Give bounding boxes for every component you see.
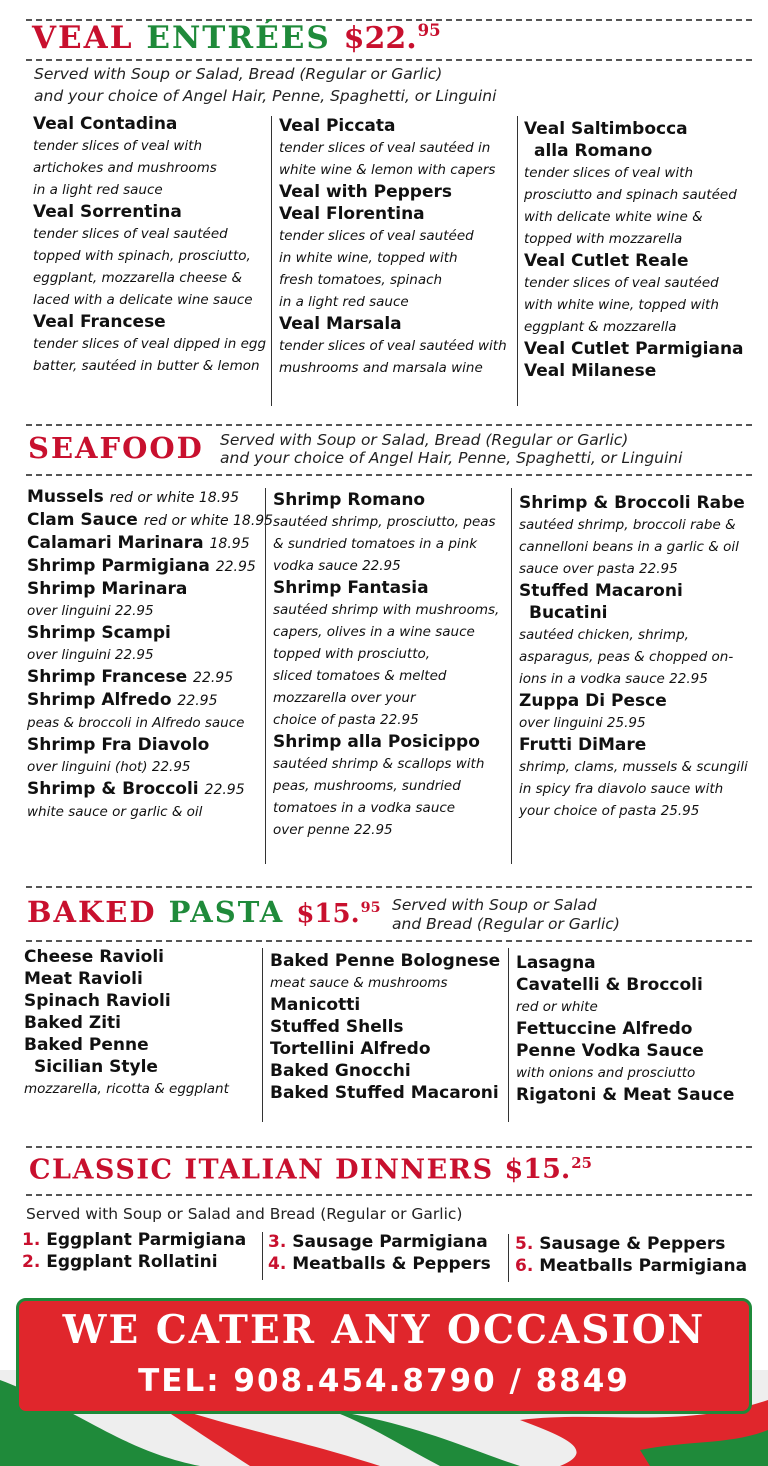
menu-item-description: white sauce or garlic & oil: [27, 804, 203, 820]
catering-banner: [16, 1298, 752, 1414]
column-divider: [271, 116, 272, 406]
menu-item-name: Veal with Peppers: [279, 182, 453, 202]
menu-item-description: white wine & lemon with capers: [279, 162, 496, 178]
menu-item: [22, 1251, 246, 1273]
menu-item-name: 2. Eggplant Rollatini: [22, 1252, 218, 1272]
menu-item-description: with onions and prosciutto: [516, 1065, 696, 1081]
menu-item: [279, 203, 507, 313]
menu-item-name: Veal Marsala: [279, 314, 402, 334]
classic-column-2: [268, 1231, 491, 1275]
menu-item: [27, 578, 273, 622]
divider: [26, 474, 752, 476]
menu-item-description: with white wine, topped with: [524, 297, 719, 313]
menu-item-description: mushrooms and marsala wine: [279, 360, 483, 376]
menu-item: [524, 360, 744, 382]
menu-item-name: Veal Francese: [33, 312, 166, 332]
menu-item-name: Shrimp Marinara: [27, 579, 188, 599]
menu-item-name: Shrimp alla Posicippo: [273, 732, 480, 752]
menu-item-description: tomatoes in a vodka sauce: [273, 800, 456, 816]
menu-item-name: Baked Gnocchi: [270, 1061, 411, 1081]
menu-item-description: laced with a delicate wine sauce: [33, 292, 253, 308]
menu-item: [27, 555, 273, 578]
menu-item: [279, 313, 507, 379]
menu-item: [270, 1038, 500, 1060]
menu-item: [24, 1012, 229, 1034]
menu-item: [519, 580, 748, 690]
menu-item-number: 3.: [268, 1232, 287, 1252]
menu-item: [519, 492, 748, 580]
menu-item: [515, 1255, 747, 1277]
menu-item-name: Baked Penne Bolognese: [270, 951, 501, 971]
veal-subtitle: Served with Soup or Salad, Bread (Regular or Garlic) and your choice of Angel Hair, Penne, Spaghetti, or Linguini: [34, 65, 497, 105]
menu-item-name: 6. Meatballs Parmigiana: [515, 1256, 748, 1276]
menu-item: [24, 1034, 229, 1100]
menu-item: [27, 622, 273, 666]
menu-item-name: Calamari Marinara 18.95: [27, 533, 250, 553]
menu-item: [516, 952, 734, 974]
menu-item-description: eggplant, mozzarella cheese &: [33, 270, 242, 286]
menu-item-number: 6.: [515, 1256, 534, 1276]
menu-item-name: Zuppa Di Pesce: [519, 691, 667, 711]
menu-item: [273, 731, 499, 841]
menu-item-number: 2.: [22, 1252, 41, 1272]
menu-item: [33, 201, 266, 311]
veal-column-1: [33, 113, 266, 377]
menu-item-description: artichokes and mushrooms: [33, 160, 217, 176]
menu-item-name: Shrimp Alfredo 22.95: [27, 690, 218, 710]
menu-item-name: Shrimp Francese 22.95: [27, 667, 234, 687]
menu-item-description: & sundried tomatoes in a pink: [273, 536, 478, 552]
divider: [26, 1146, 752, 1148]
menu-item-description: topped with mozzarella: [524, 231, 683, 247]
menu-item-description: tender slices of veal sautéed in: [279, 140, 491, 156]
menu-item-name: Mussels red or white 18.95: [27, 487, 239, 507]
menu-item-name: Veal Saltimbocca: [524, 119, 688, 139]
baked-pasta-subtitle: Served with Soup or Salad and Bread (Regular or Garlic): [392, 896, 620, 933]
menu-item-name: Cheese Ravioli: [24, 947, 165, 967]
menu-item-description: tender slices of veal with: [524, 165, 694, 181]
column-divider: [262, 948, 263, 1122]
menu-item-name: Veal Contadina: [33, 114, 178, 134]
menu-item-description: fresh tomatoes, spinach: [279, 272, 443, 288]
menu-item-description: tender slices of veal dipped in egg: [33, 336, 267, 352]
menu-item-price: 18.95: [209, 536, 250, 552]
menu-item: [270, 994, 500, 1016]
divider: [26, 1194, 752, 1196]
menu-item-description: tender slices of veal sautéed: [524, 275, 719, 291]
menu-item-description: in white wine, topped with: [279, 250, 458, 266]
menu-item-description: vodka sauce 22.95: [273, 558, 401, 574]
baked-column-3: [516, 952, 734, 1106]
menu-item: [279, 115, 507, 181]
menu-item-price: 22.95: [215, 559, 256, 575]
menu-item-name: Meat Ravioli: [24, 969, 143, 989]
menu-item-description: over linguini (hot) 22.95: [27, 759, 191, 775]
menu-item: [27, 532, 273, 555]
menu-item: [524, 338, 744, 360]
menu-item-description: sautéed shrimp with mushrooms,: [273, 602, 500, 618]
menu-item-name: Veal Cutlet Reale: [524, 251, 689, 271]
menu-item: [270, 1060, 500, 1082]
menu-item: [516, 1018, 734, 1040]
menu-item-description: sliced tomatoes & melted: [273, 668, 447, 684]
menu-item-number: 5.: [515, 1234, 534, 1254]
menu-item: [27, 509, 273, 532]
menu-item-description: peas, mushrooms, sundried: [273, 778, 461, 794]
menu-item: [524, 118, 744, 250]
menu-item-name: Manicotti: [270, 995, 361, 1015]
veal-price: $22.95: [343, 21, 441, 56]
menu-item-description: over linguini 25.95: [519, 715, 646, 731]
menu-item-name: Veal Florentina: [279, 204, 425, 224]
menu-item-price: 22.95: [193, 670, 234, 686]
menu-item-name: Baked Stuffed Macaroni: [270, 1083, 499, 1103]
menu-item: [27, 486, 273, 509]
menu-item-name: Shrimp & Broccoli 22.95: [27, 779, 245, 799]
veal-column-2: [279, 115, 507, 379]
veal-column-3: [524, 118, 744, 382]
menu-item-description: red or white: [516, 999, 598, 1015]
menu-item-name: Stuffed Macaroni: [519, 581, 683, 601]
menu-item-number: 4.: [268, 1254, 287, 1274]
baked-pasta-price: $15.95: [296, 899, 381, 929]
menu-item-number: 1.: [22, 1230, 41, 1250]
menu-item: [516, 1040, 734, 1084]
seafood-title: SEAFOOD: [28, 431, 204, 465]
menu-item: [27, 689, 273, 734]
menu-item-name: 4. Meatballs & Peppers: [268, 1254, 491, 1274]
menu-item: [27, 666, 273, 689]
classic-dinners-subtitle: Served with Soup or Salad and Bread (Regular or Garlic): [26, 1205, 463, 1223]
classic-dinners-price: $15.25: [504, 1154, 592, 1186]
menu-item-description: in a light red sauce: [33, 182, 163, 198]
menu-item-description: over linguini 22.95: [27, 647, 154, 663]
column-divider: [511, 488, 512, 864]
menu-item-description: topped with spinach, prosciutto,: [33, 248, 251, 264]
menu-item-name: Veal Piccata: [279, 116, 396, 136]
divider: [26, 940, 752, 942]
baked-pasta-title: BAKED PASTA $15.95: [27, 895, 381, 929]
column-divider: [508, 1234, 509, 1282]
menu-item-name: Spinach Ravioli: [24, 991, 171, 1011]
menu-item-description: asparagus, peas & chopped on-: [519, 649, 734, 665]
menu-item-name: Shrimp & Broccoli Rabe: [519, 493, 745, 513]
menu-item-name: Stuffed Shells: [270, 1017, 404, 1037]
menu-item-description: batter, sautéed in butter & lemon: [33, 358, 260, 374]
menu-item-name: Cavatelli & Broccoli: [516, 975, 703, 995]
menu-item-description: sauce over pasta 22.95: [519, 561, 678, 577]
menu-item: [279, 181, 507, 203]
menu-item-name: Tortellini Alfredo: [270, 1039, 431, 1059]
menu-item-description: shrimp, clams, mussels & scungili: [519, 759, 748, 775]
menu-item: [515, 1233, 747, 1255]
menu-item: [22, 1229, 246, 1251]
divider: [26, 59, 752, 61]
menu-item-description: over linguini 22.95: [27, 603, 154, 619]
menu-item-description: sautéed shrimp, broccoli rabe &: [519, 517, 736, 533]
menu-item-name: 5. Sausage & Peppers: [515, 1234, 726, 1254]
menu-item-price: red or white 18.95: [143, 513, 274, 529]
menu-item: [516, 974, 734, 1018]
menu-item: [516, 1084, 734, 1106]
menu-item-description: in spicy fra diavolo sauce with: [519, 781, 724, 797]
baked-column-1: [24, 946, 229, 1100]
menu-item: [519, 690, 748, 734]
menu-item: [270, 1016, 500, 1038]
menu-item-price: 22.95: [204, 782, 245, 798]
menu-item-description: sautéed shrimp & scallops with: [273, 756, 485, 772]
menu-item-name: Shrimp Fra Diavolo: [27, 735, 210, 755]
menu-item-description: mozzarella, ricotta & eggplant: [24, 1081, 229, 1097]
menu-item-name-cont: alla Romano: [534, 141, 653, 161]
menu-item-description: tender slices of veal sautéed with: [279, 338, 507, 354]
menu-item: [24, 968, 229, 990]
menu-item-description: in a light red sauce: [279, 294, 409, 310]
menu-item-name-cont: Sicilian Style: [34, 1057, 158, 1077]
menu-item-name: 3. Sausage Parmigiana: [268, 1232, 488, 1252]
menu-item-description: cannelloni beans in a garlic & oil: [519, 539, 739, 555]
column-divider: [508, 948, 509, 1122]
seafood-column-1: [27, 486, 273, 823]
menu-item: [524, 250, 744, 338]
divider: [26, 886, 752, 888]
menu-item-description: mozzarella over your: [273, 690, 416, 706]
menu-item: [270, 1082, 500, 1104]
menu-item-description: ions in a vodka sauce 22.95: [519, 671, 708, 687]
menu-item: [268, 1231, 491, 1253]
menu-item-name: Frutti DiMare: [519, 735, 647, 755]
menu-item-price: red or white 18.95: [109, 490, 239, 506]
menu-item: [273, 489, 499, 577]
classic-column-3: [515, 1233, 747, 1277]
menu-item: [268, 1253, 491, 1275]
menu-item-description: over penne 22.95: [273, 822, 393, 838]
menu-item: [519, 734, 748, 822]
menu-item-description: sautéed shrimp, prosciutto, peas: [273, 514, 496, 530]
menu-item-name: Veal Cutlet Parmigiana: [524, 339, 744, 359]
menu-item-name: Baked Ziti: [24, 1013, 122, 1033]
catering-phone: TEL: 908.454.8790 / 8849: [138, 1363, 630, 1399]
seafood-column-3: [519, 492, 748, 822]
menu-item: [27, 734, 273, 778]
menu-item-name: Clam Sauce red or white 18.95: [27, 510, 274, 530]
seafood-column-2: [273, 489, 499, 841]
menu-item-name: Fettuccine Alfredo: [516, 1019, 693, 1039]
menu-item-description: prosciutto and spinach sautéed: [524, 187, 737, 203]
menu-item-description: eggplant & mozzarella: [524, 319, 677, 335]
column-divider: [265, 488, 266, 864]
menu-item-name: Veal Milanese: [524, 361, 657, 381]
menu-item-description: sautéed chicken, shrimp,: [519, 627, 689, 643]
catering-title: WE CATER ANY OCCASION: [62, 1307, 706, 1353]
menu-item: [24, 990, 229, 1012]
baked-column-2: [270, 950, 500, 1104]
menu-item-description: topped with prosciutto,: [273, 646, 431, 662]
menu-item-description: with delicate white wine &: [524, 209, 703, 225]
veal-entrees-title: VEAL ENTRÉES $22.95: [32, 20, 441, 56]
menu-item-price: 22.95: [177, 693, 218, 709]
menu-item-description: capers, olives in a wine sauce: [273, 624, 475, 640]
menu-item: [33, 113, 266, 201]
classic-dinners-title: CLASSIC ITALIAN DINNERS $15.25: [29, 1154, 592, 1186]
menu-item-name: Baked Penne: [24, 1035, 149, 1055]
seafood-subtitle: Served with Soup or Salad, Bread (Regular or Garlic) and your choice of Angel Hair, Penne, Spaghetti, or Linguini: [220, 431, 683, 467]
menu-item-description: peas & broccoli in Alfredo sauce: [27, 715, 245, 731]
menu-item-name-cont: Bucatini: [529, 603, 608, 623]
menu-item-description: choice of pasta 22.95: [273, 712, 419, 728]
menu-item-description: your choice of pasta 25.95: [519, 803, 700, 819]
menu-item: [27, 778, 273, 823]
menu-item-name: Shrimp Parmigiana 22.95: [27, 556, 256, 576]
divider: [26, 424, 752, 426]
column-divider: [262, 1232, 263, 1280]
menu-item-name: Shrimp Romano: [273, 490, 426, 510]
menu-item: [273, 577, 499, 731]
menu-item-description: tender slices of veal sautéed: [279, 228, 474, 244]
menu-item-description: tender slices of veal sautéed: [33, 226, 228, 242]
menu-item: [24, 946, 229, 968]
menu-item-name: Veal Sorrentina: [33, 202, 182, 222]
menu-item-name: 1. Eggplant Parmigiana: [22, 1230, 247, 1250]
menu-item-name: Lasagna: [516, 953, 596, 973]
menu-item-name: Rigatoni & Meat Sauce: [516, 1085, 735, 1105]
menu-item-description: meat sauce & mushrooms: [270, 975, 448, 991]
menu-item: [33, 311, 266, 377]
menu-item-description: tender slices of veal with: [33, 138, 203, 154]
menu-item-name: Shrimp Fantasia: [273, 578, 429, 598]
column-divider: [517, 116, 518, 406]
classic-column-1: [22, 1229, 246, 1273]
menu-item: [270, 950, 500, 994]
menu-item-name: Shrimp Scampi: [27, 623, 171, 643]
menu-item-name: Penne Vodka Sauce: [516, 1041, 704, 1061]
